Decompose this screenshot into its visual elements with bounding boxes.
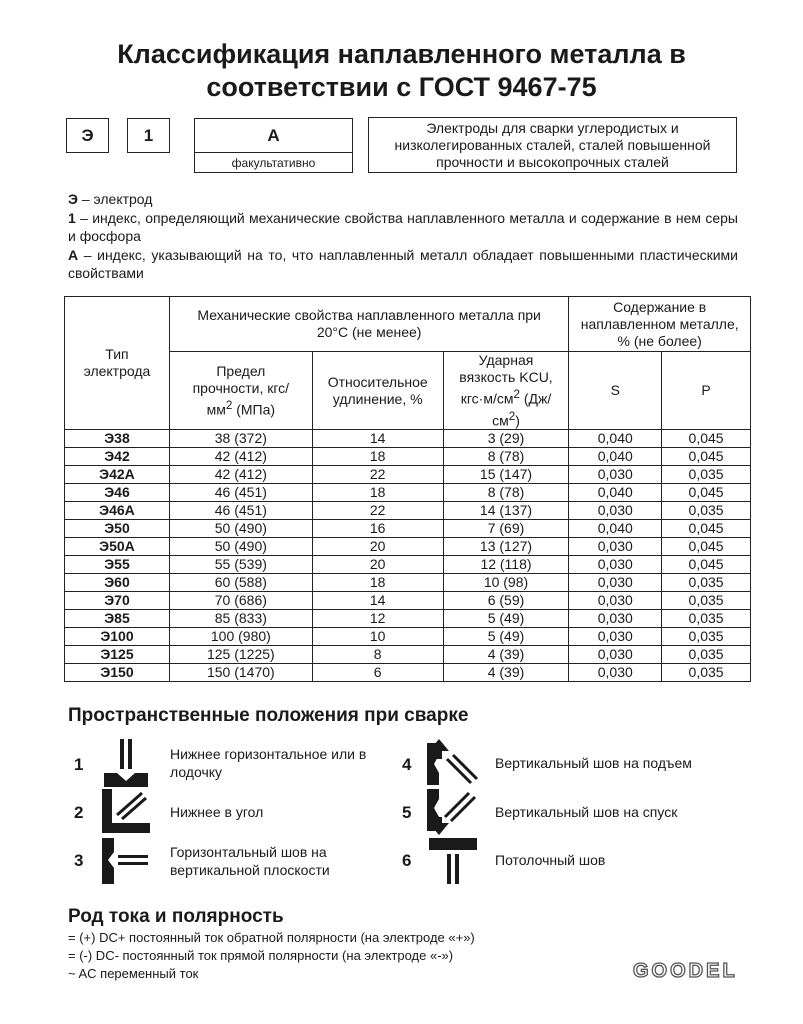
table-cell: Э60	[65, 574, 170, 592]
table-row	[65, 592, 751, 610]
position-number: 3	[74, 851, 84, 870]
table-cell: 0,030	[569, 592, 662, 610]
table-cell: 0,040	[569, 430, 662, 448]
table-cell: 0,035	[662, 574, 751, 592]
table-cell: 150 (1470)	[169, 664, 312, 682]
table-cell: 42 (412)	[169, 466, 312, 484]
table-cell: Э42А	[65, 466, 170, 484]
table-cell: Э38	[65, 430, 170, 448]
table-cell: 20	[312, 556, 443, 574]
horizontal-position-icon	[100, 836, 152, 886]
properties-table-body	[65, 430, 751, 682]
code-legend	[68, 190, 738, 283]
legend-item	[68, 190, 738, 208]
code-box-index: 1	[127, 118, 170, 153]
table-cell: 6	[312, 664, 443, 682]
table-row	[65, 664, 751, 682]
table-row	[65, 574, 751, 592]
table-cell: 14	[312, 592, 443, 610]
table-cell: 0,035	[662, 466, 751, 484]
table-cell: 38 (372)	[169, 430, 312, 448]
table-cell: Э100	[65, 628, 170, 646]
table-cell: 0,035	[662, 502, 751, 520]
table-cell: Э46	[65, 484, 170, 502]
table-cell: Э55	[65, 556, 170, 574]
table-cell: 14	[312, 430, 443, 448]
table-cell: 8	[312, 646, 443, 664]
table-cell: Э125	[65, 646, 170, 664]
table-cell: 0,035	[662, 664, 751, 682]
table-cell: 0,045	[662, 430, 751, 448]
table-cell: Э150	[65, 664, 170, 682]
table-cell: 0,030	[569, 466, 662, 484]
table-cell: 0,045	[662, 448, 751, 466]
legend-item	[68, 246, 738, 282]
header-electrode-type: Тип электрода	[65, 297, 170, 430]
table-cell: 0,045	[662, 538, 751, 556]
table-cell: 50 (490)	[169, 538, 312, 556]
position-number: 6	[402, 851, 412, 870]
table-cell: Э50А	[65, 538, 170, 556]
table-cell: 0,030	[569, 628, 662, 646]
table-cell: 0,040	[569, 448, 662, 466]
table-cell: Э85	[65, 610, 170, 628]
legend-key: 1	[68, 210, 76, 226]
table-row	[65, 448, 751, 466]
table-cell: 0,030	[569, 556, 662, 574]
table-cell: 85 (833)	[169, 610, 312, 628]
vertical-down-icon	[425, 787, 481, 837]
position-text: Нижнее в угол	[170, 804, 264, 820]
table-cell: 125 (1225)	[169, 646, 312, 664]
current-line: = (-) DC- постоянный ток прямой полярности (на электроде «-»)	[68, 948, 454, 963]
current-section-title: Род тока и полярность	[68, 906, 284, 927]
legend-text: – индекс, определяющий механические свойства наплавленного металла и содержание в нем серы и фосфора	[68, 210, 738, 244]
table-cell: 12 (118)	[443, 556, 569, 574]
table-cell: 0,045	[662, 556, 751, 574]
position-number: 4	[402, 755, 412, 774]
table-row	[65, 556, 751, 574]
table-cell: Э46А	[65, 502, 170, 520]
position-text: Нижнее горизонтальное или в лодочку	[170, 746, 367, 780]
flat-position-icon	[100, 737, 152, 789]
table-cell: 0,035	[662, 628, 751, 646]
table-cell: 6 (59)	[443, 592, 569, 610]
header-phosphorus: P	[662, 352, 751, 430]
table-cell: 70 (686)	[169, 592, 312, 610]
table-cell: 18	[312, 484, 443, 502]
table-cell: 46 (451)	[169, 484, 312, 502]
page-title	[0, 38, 803, 104]
header-elongation: Относительное удлинение, %	[312, 352, 443, 430]
table-cell: 12	[312, 610, 443, 628]
table-cell: 0,030	[569, 646, 662, 664]
table-row	[65, 610, 751, 628]
code-box-electrode: Э	[66, 118, 109, 153]
position-number: 5	[402, 803, 412, 822]
position-number: 2	[74, 803, 84, 822]
properties-table	[64, 296, 751, 682]
table-cell: 46 (451)	[169, 502, 312, 520]
table-cell: 60 (588)	[169, 574, 312, 592]
table-row	[65, 520, 751, 538]
table-cell: 0,030	[569, 610, 662, 628]
table-cell: 42 (412)	[169, 448, 312, 466]
title-line-2: соответствии с ГОСТ 9467-75	[206, 72, 597, 102]
table-cell: 0,040	[569, 484, 662, 502]
code-box-a-letter: А	[195, 119, 352, 153]
table-cell: 13 (127)	[443, 538, 569, 556]
table-cell: 3 (29)	[443, 430, 569, 448]
legend-key: Э	[68, 191, 78, 207]
table-cell: 50 (490)	[169, 520, 312, 538]
table-cell: 0,035	[662, 646, 751, 664]
table-row	[65, 538, 751, 556]
brand-logo: GOODEL	[633, 960, 738, 982]
fillet-position-icon	[100, 787, 152, 835]
header-tensile-strength: Предел прочности, кгс/$мм^2$ (МПа)	[169, 352, 312, 430]
table-cell: 4 (39)	[443, 664, 569, 682]
code-box-description: Электроды для сварки углеродистых и низколегированных сталей, сталей повышенной прочности и высокопрочных сталей	[368, 117, 737, 173]
legend-text: – индекс, указывающий на то, что наплавленный металл обладает повышенными пластическими свойствами	[68, 247, 738, 281]
header-content: Содержание в наплавленном металле, % (не более)	[569, 297, 751, 352]
table-cell: Э42	[65, 448, 170, 466]
table-cell: 20	[312, 538, 443, 556]
table-cell: 0,030	[569, 574, 662, 592]
table-cell: 18	[312, 574, 443, 592]
table-row	[65, 430, 751, 448]
table-cell: 22	[312, 466, 443, 484]
table-cell: 5 (49)	[443, 610, 569, 628]
legend-item	[68, 209, 738, 245]
table-cell: Э70	[65, 592, 170, 610]
table-cell: 8 (78)	[443, 484, 569, 502]
current-line: = (+) DC+ постоянный ток обратной полярности (на электроде «+»)	[68, 930, 475, 945]
code-box-a-note: факультативно	[231, 155, 316, 170]
table-cell: 14 (137)	[443, 502, 569, 520]
current-line: ~ AC переменный ток	[68, 966, 199, 981]
position-text: Горизонтальный шов на вертикальной плоскости	[170, 844, 330, 878]
table-cell: 22	[312, 502, 443, 520]
table-row	[65, 646, 751, 664]
code-box-optional	[194, 118, 353, 173]
table-cell: 55 (539)	[169, 556, 312, 574]
header-mechanical-properties: Механические свойства наплавленного металла при 20°С (не менее)	[169, 297, 568, 352]
table-cell: 0,030	[569, 502, 662, 520]
table-cell: 8 (78)	[443, 448, 569, 466]
table-cell: 18	[312, 448, 443, 466]
header-sulfur: S	[569, 352, 662, 430]
table-row	[65, 502, 751, 520]
vertical-up-icon	[425, 737, 481, 787]
table-cell: 0,035	[662, 592, 751, 610]
table-cell: 10	[312, 628, 443, 646]
table-cell: 0,040	[569, 520, 662, 538]
table-cell: 0,030	[569, 538, 662, 556]
table-row	[65, 466, 751, 484]
table-row	[65, 628, 751, 646]
title-line-1: Классификация наплавленного металла в	[117, 39, 686, 69]
position-text: Вертикальный шов на подъем	[495, 755, 692, 771]
table-cell: 100 (980)	[169, 628, 312, 646]
table-cell: 15 (147)	[443, 466, 569, 484]
legend-key: А	[68, 247, 79, 263]
table-cell: 10 (98)	[443, 574, 569, 592]
positions-section-title: Пространственные положения при сварке	[68, 705, 469, 726]
table-cell: 7 (69)	[443, 520, 569, 538]
table-cell: 4 (39)	[443, 646, 569, 664]
overhead-position-icon	[427, 836, 479, 886]
table-cell: 0,045	[662, 520, 751, 538]
legend-text: – электрод	[77, 191, 153, 207]
table-cell: 0,030	[569, 664, 662, 682]
table-cell: 0,035	[662, 610, 751, 628]
table-cell: 16	[312, 520, 443, 538]
table-cell: Э50	[65, 520, 170, 538]
position-number: 1	[74, 755, 84, 774]
table-cell: 0,045	[662, 484, 751, 502]
header-impact-strength: Ударная вязкость KCU, $кгс\cdot м/см^2$ $(Дж/см^2)$	[443, 352, 569, 430]
position-text: Потолочный шов	[495, 852, 606, 868]
table-row	[65, 484, 751, 502]
position-text: Вертикальный шов на спуск	[495, 804, 678, 820]
table-cell: 5 (49)	[443, 628, 569, 646]
